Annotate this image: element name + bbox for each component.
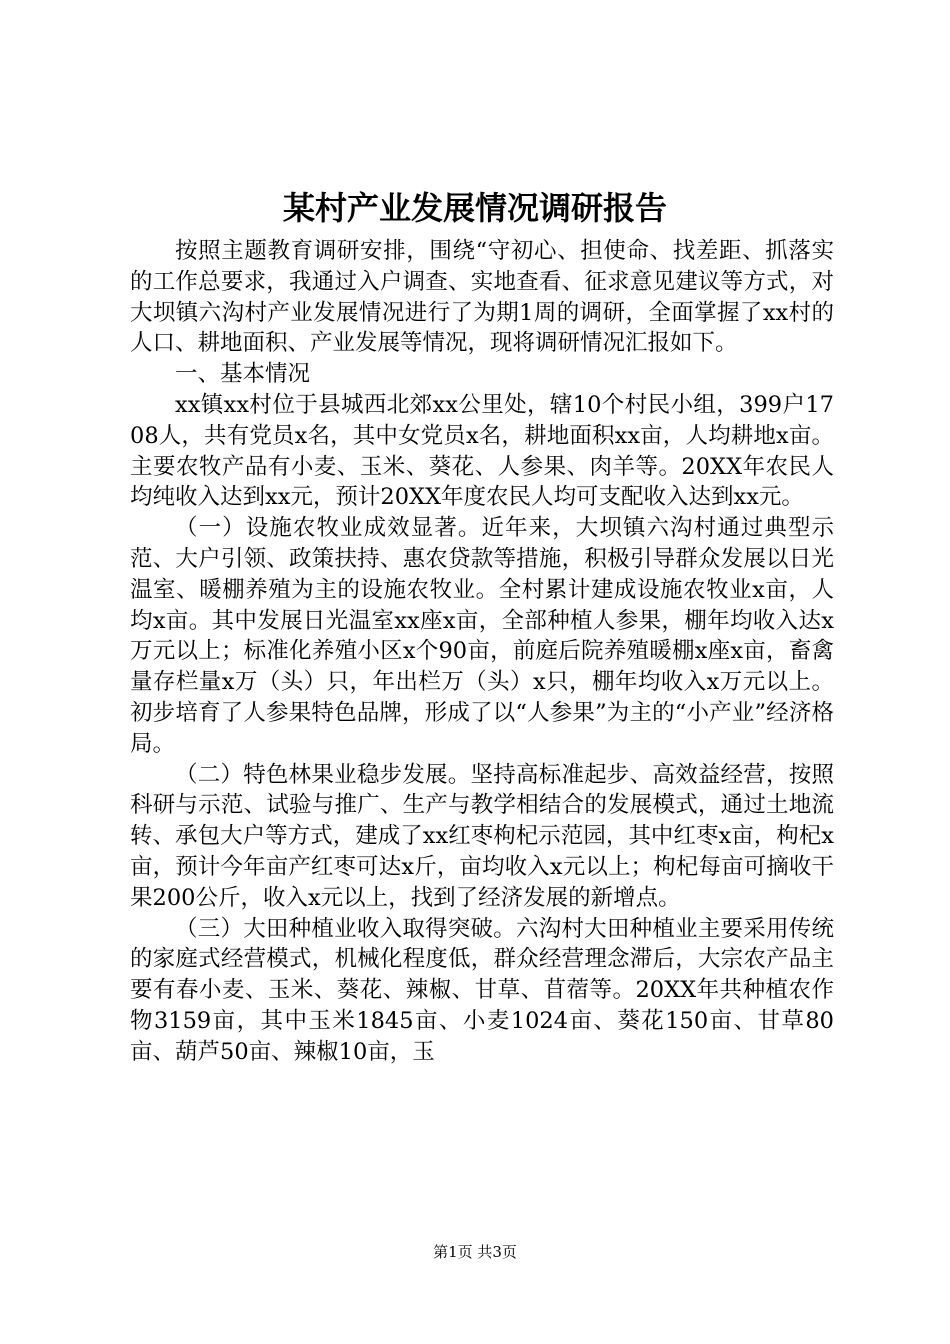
page-number-footer: 第1页 共3页 <box>433 1243 517 1261</box>
section-heading-basic: 一、基本情况 <box>175 361 311 388</box>
document-body <box>130 236 834 1068</box>
paragraph-basic-info: xx镇xx村位于县城西北郊xx公里处，辖10个村民小组，399户1708人，共有党员x名，其中女党员x名，耕地面积xx亩，人均耕地x亩。主要农牧产品有小麦、玉米、葵花、人参果、肉羊等。20XX年农民人均纯收入达到xx元，预计20XX年度农民人均可支配收入达到xx元。 <box>130 391 834 511</box>
paragraph-field-crops: （三）大田种植业收入取得突破。六沟村大田种植业主要采用传统的家庭式经营模式，机械化程度低，群众经营理念滞后，大宗农产品主要有春小麦、玉米、葵花、辣椒、甘草、苜蓿等。20XX年共种植农作物3159亩，其中玉米1845亩、小麦1024亩、葵花150亩、甘草80亩、葫芦50亩、辣椒10亩，玉 <box>130 915 834 1065</box>
paragraph-forestry-fruit: （二）特色林果业稳步发展。坚持高标准起步、高效益经营，按照科研与示范、试验与推广、生产与教学相结合的发展模式，通过土地流转、承包大户等方式，建成了xx红枣枸杞示范园，其中红枣x亩，枸杞x亩，预计今年亩产红枣可达x斤，亩均收入x元以上；枸杞每亩可摘收干果200公斤，收入x元以上，找到了经济发展的新增点。 <box>130 761 834 911</box>
paragraph-facility-agriculture: （一）设施农牧业成效显著。近年来，大坝镇六沟村通过典型示范、大户引领、政策扶持、惠农贷款等措施，积极引导群众发展以日光温室、暖棚养殖为主的设施农牧业。全村累计建成设施农牧业x亩，人均x亩。其中发展日光温室xx座x亩，全部种植人参果，棚年均收入达x万元以上；标准化养殖小区x个90亩，前庭后院养殖暖棚x座x亩，畜禽量存栏量x万（头）只，年出栏万（头）x只，棚年均收入x万元以上。初步培育了人参果特色品牌，形成了以“人参果”为主的“小产业”经济格局。 <box>130 515 834 757</box>
paragraph-intro: 按照主题教育调研安排，围绕“守初心、担使命、找差距、抓落实的工作总要求，我通过入户调查、实地查看、征求意见建议等方式，对大坝镇六沟村产业发展情况进行了为期1周的调研，全面掌握了xx村的人口、耕地面积、产业发展等情况，现将调研情况汇报如下。 <box>130 238 834 357</box>
document-title: 某村产业发展情况调研报告 <box>282 189 667 227</box>
